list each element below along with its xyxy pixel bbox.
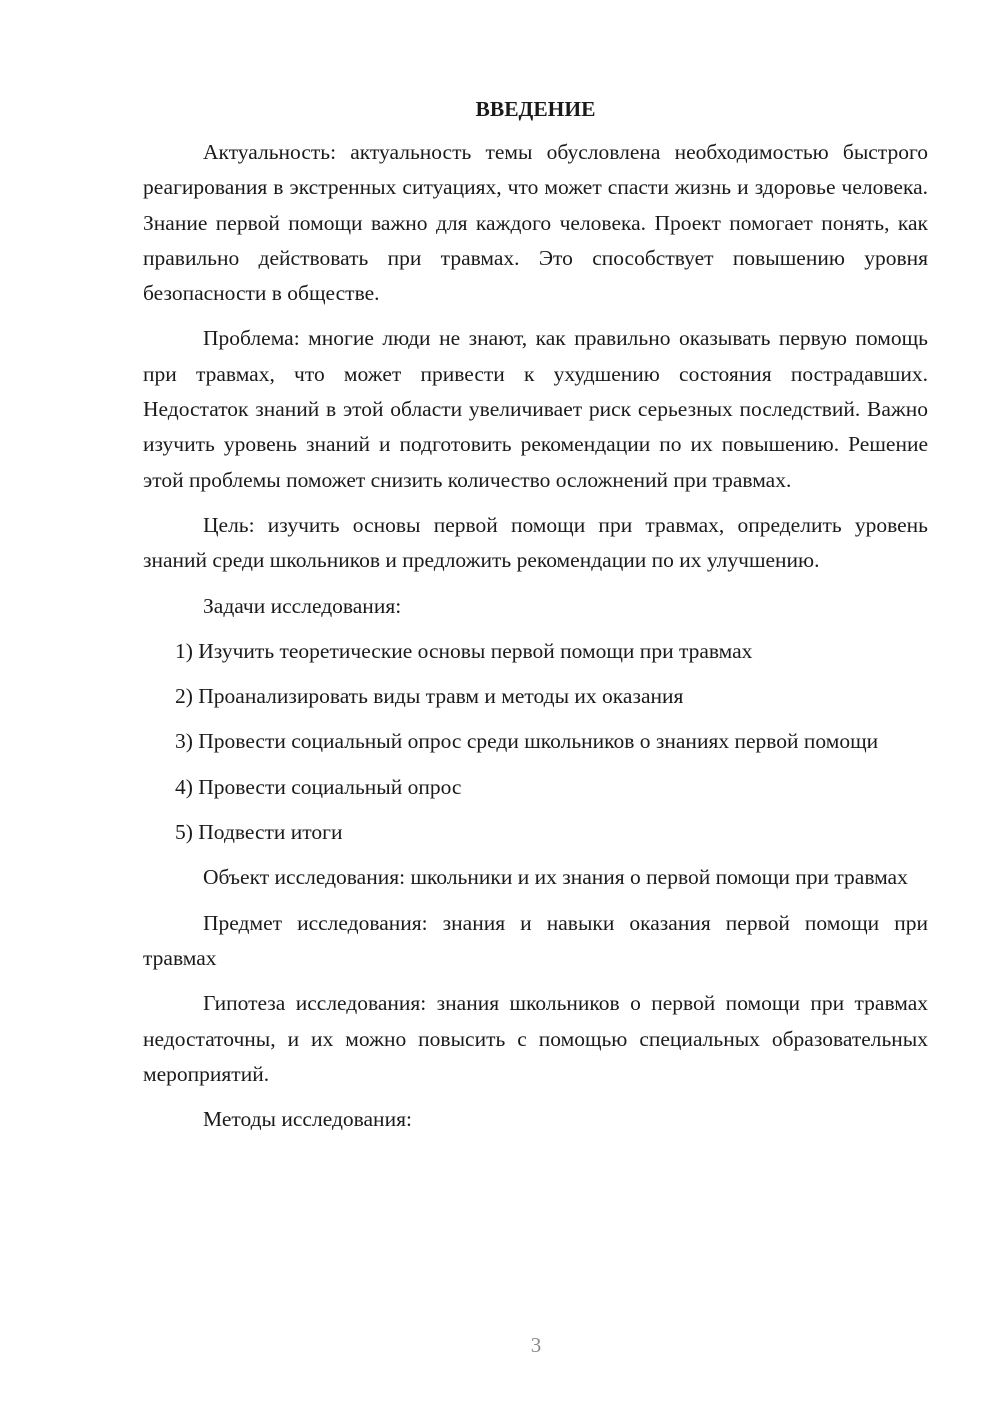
object-paragraph: Объект исследования: школьники и их знания о первой помощи при травмах [203, 865, 908, 890]
problem-paragraph: Проблема: многие люди не знают, как правильно оказывать первую помощь при травмах, что может привести к ухудшению состояния пострадавших. Недостаток знаний в этой области увеличивает риск серьезных последствий. Важно изучить уровень знаний и подготовить рекомендации по их повышению. Решение этой проблемы поможет снизить количество осложнений при травмах. [143, 326, 928, 492]
task-item: 1) Изучить теоретические основы первой помощи при травмах [175, 638, 753, 663]
subject-paragraph: Предмет исследования: знания и навыки оказания первой помощи при травмах [143, 910, 928, 970]
task-item: 5) Подвести итоги [175, 820, 343, 845]
hypothesis-paragraph: Гипотеза исследования: знания школьников о первой помощи при травмах недостаточны, и их можно повысить с помощью специальных образовательных мероприятий. [143, 991, 928, 1086]
task-item: 3) Провести социальный опрос среди школьников о знаниях первой помощи [175, 729, 879, 754]
goal-paragraph: Цель: изучить основы первой помощи при травмах, определить уровень знаний среди школьников и предложить рекомендации по их улучшению. [143, 512, 928, 573]
task-item: 4) Провести социальный опрос [175, 774, 462, 799]
page-title: ВВЕДЕНИЕ [475, 97, 596, 121]
relevance-paragraph: Актуальность: актуальность темы обусловлена необходимостью быстрого реагирования в экстренных ситуациях, что может спасти жизнь и здоровье человека. Знание первой помощи важно для каждого человека. Проект помогает понять, как правильно действовать при травмах. Это способствует повышению уровня безопасности в обществе. [143, 140, 928, 306]
task-item: 2) Проанализировать виды травм и методы их оказания [175, 684, 684, 709]
methods-heading: Методы исследования: [203, 1107, 412, 1132]
page-number: 3 [530, 1333, 542, 1357]
document-page [143, 92, 928, 1147]
tasks-heading: Задачи исследования: [203, 593, 402, 618]
tasks-list [143, 634, 928, 850]
